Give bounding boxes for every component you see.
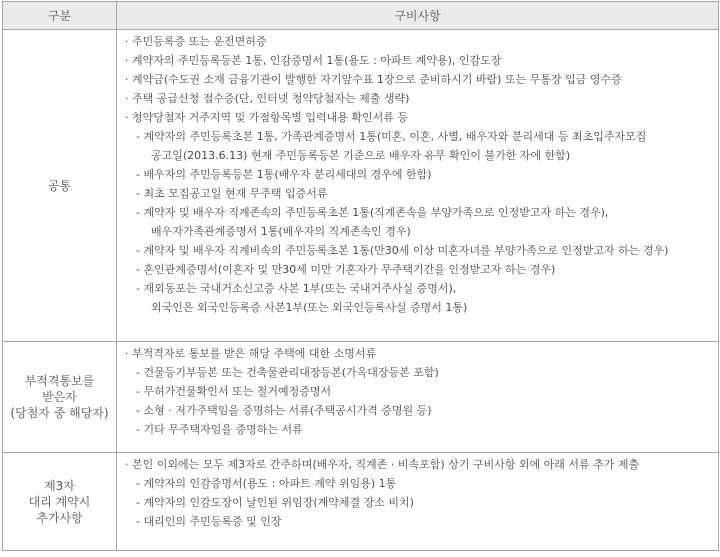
section-proxy-row bbox=[3, 453, 719, 551]
requirement-line: - 기타 무주택자임을 증명하는 서류 bbox=[136, 423, 303, 436]
requirement-line: 외국인은 외국인등록증 사본1부(또는 외국인등록사실 증명서 1통) bbox=[151, 301, 468, 314]
requirement-line: - 계약자의 인감도장이 날인된 위임장(계약체결 장소 비치) bbox=[136, 496, 414, 509]
requirement-line: · 계약금(수도권 소재 금융기관이 발행한 자기앞수표 1장으로 준비하시기 바람) 또는 무통장 입금 영수증 bbox=[125, 73, 622, 86]
requirement-line: - 건물등기부등본 또는 건축물관리대장등본(가옥대장등본 포함) bbox=[136, 366, 439, 379]
section-items-common bbox=[117, 30, 719, 342]
section-ineligible-row bbox=[3, 342, 719, 453]
section-category-common bbox=[3, 30, 117, 342]
requirements-table bbox=[2, 1, 719, 551]
category-label: 받은자 bbox=[42, 390, 77, 404]
requirement-line: - 최초 모집공고일 현재 무주택 입증서류 bbox=[136, 187, 328, 200]
category-label: 공통 bbox=[47, 178, 72, 193]
requirement-line: · 계약자의 주민등록등본 1통, 인감증명서 1통(용도 : 아파트 계약용), 인감도장 bbox=[125, 54, 502, 67]
section-common-row bbox=[3, 30, 719, 342]
requirement-line: - 무허가건물확인서 또는 철거예정증명서 bbox=[136, 385, 332, 398]
requirement-line: - 계약자의 인감증명서(용도 : 아파트 계약 위임용) 1통 bbox=[136, 477, 397, 490]
requirement-line: 배우자가족관계증명서 1통(배우자의 직계존속인 경우) bbox=[151, 225, 411, 238]
header-category: 구분 bbox=[3, 2, 117, 30]
category-label: 부적격통보를 bbox=[24, 374, 95, 388]
requirement-line: - 대리인의 주민등록증 및 인장 bbox=[136, 515, 282, 528]
header-row bbox=[3, 2, 719, 30]
category-label: 제3자 bbox=[44, 478, 75, 493]
requirement-line: · 부적격자로 통보를 받은 해당 주택에 대한 소명서류 bbox=[125, 347, 377, 360]
requirement-line: · 청약당첨자 거주지역 및 가점항목별 입력내용 확인서류 등 bbox=[125, 111, 408, 124]
requirement-line: - 계약자의 주민등록초본 1통, 가족관계증명서 1통(미혼, 이혼, 사별, 배우자와 분리세대 등 최초입주자모집 bbox=[136, 130, 647, 143]
requirement-line: 공고일(2013.6.13) 현재 주민등록등본 기준으로 배우자 유무 확인이 불가한 자에 한함) bbox=[151, 149, 571, 162]
section-category-proxy bbox=[3, 453, 117, 551]
requirement-line: - 배우자의 주민등록등본 1통(배우자 분리세대의 경우에 한함) bbox=[136, 168, 432, 181]
category-label: (당첨자 중 해당자) bbox=[10, 406, 109, 420]
section-items-proxy bbox=[117, 453, 719, 551]
requirement-line: - 소형 · 저가주택임을 증명하는 서류(주택공시가격 증명원 등) bbox=[136, 404, 432, 417]
section-items-ineligible bbox=[117, 342, 719, 453]
category-label: 추가사항 bbox=[36, 510, 83, 525]
requirement-line: - 재외동포는 국내거소신고증 사본 1부(또는 국내거주사실 증명서), bbox=[136, 282, 457, 295]
requirement-line: - 계약자 및 배우자 직계존속의 주민등록초본 1통(직계존속을 부양가족으로 인정받고자 하는 경우), bbox=[136, 206, 609, 219]
requirement-line: · 주민등록증 또는 운전면허증 bbox=[125, 35, 267, 48]
requirement-line: - 계약자 및 배우자 직계비속의 주민등록초본 1통(만30세 이상 미혼자녀를 부양가족으로 인정받고자 하는 경우) bbox=[136, 244, 669, 257]
section-category-ineligible bbox=[3, 342, 117, 453]
requirement-line: - 혼인관계증명서(이혼자 및 만30세 미만 기혼자가 무주택기간을 인정받고자 하는 경우) bbox=[136, 263, 556, 276]
requirement-line: · 본인 이외에는 모두 제3자로 간주하며(배우자, 직계존 · 비속포함) 상기 구비사항 외에 아래 서류 추가 제출 bbox=[125, 458, 640, 471]
category-label: 대리 계약시 bbox=[28, 494, 91, 509]
requirement-line: · 주택 공급신청 접수증(단, 인터넷 청약당첨자는 제출 생략) bbox=[125, 92, 410, 105]
header-requirements: 구비사항 bbox=[117, 2, 719, 30]
